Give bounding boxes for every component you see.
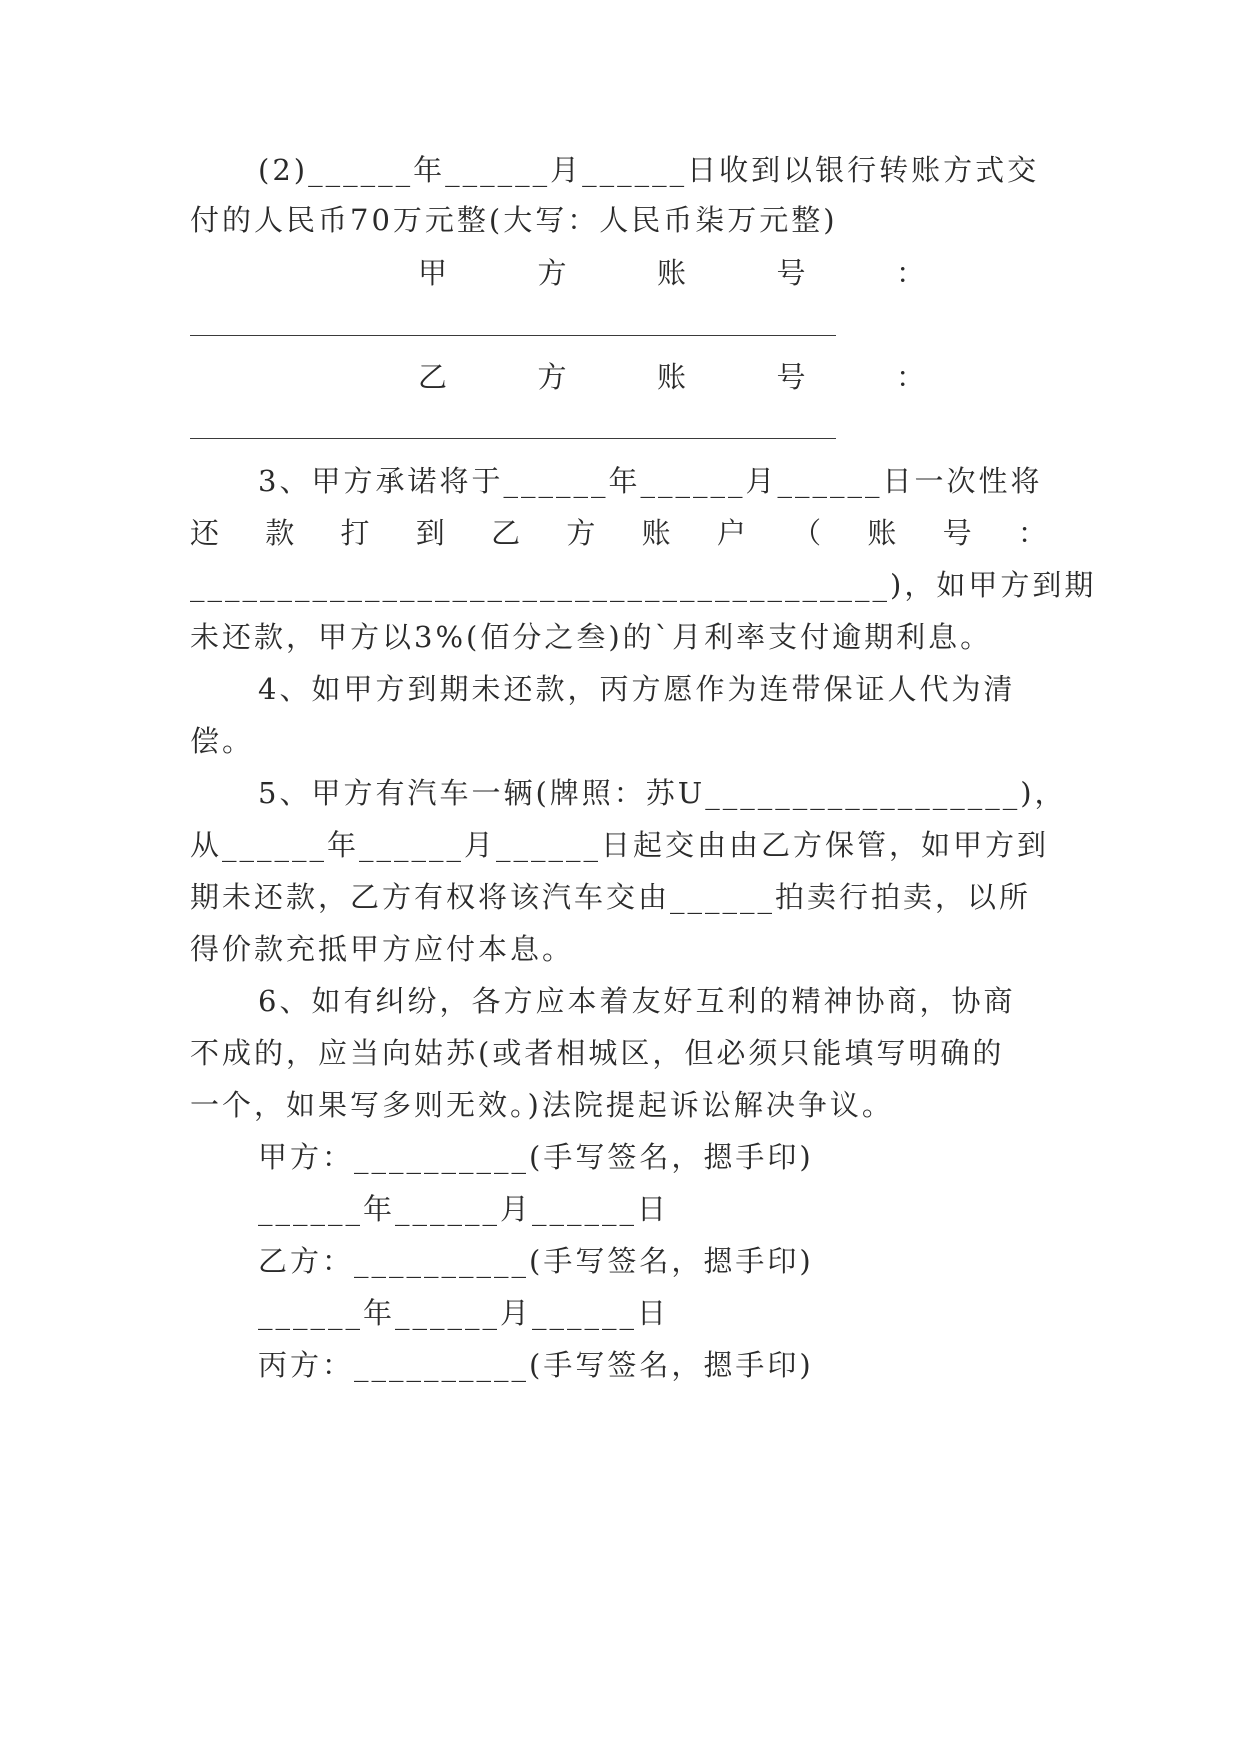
yi-account-label bbox=[418, 357, 928, 397]
clause-2-2-line-2: 付的人民币70万元整(大写：人民币柒万元整) bbox=[190, 203, 838, 237]
jia-account-blank-line bbox=[190, 335, 836, 336]
jia-account-char: 方 bbox=[537, 256, 570, 290]
repay-char: （ bbox=[792, 516, 825, 550]
clause-4-line-2: 偿。 bbox=[190, 724, 255, 758]
party-a-signature: 甲方：__________(手写签名，摁手印) bbox=[258, 1140, 814, 1174]
jia-account-char: 甲 bbox=[418, 256, 451, 290]
yi-account-char: 乙 bbox=[418, 360, 451, 394]
yi-account-char: 账 bbox=[656, 360, 689, 394]
clause-6-line-2: 不成的，应当向姑苏(或者相城区，但必须只能填写明确的 bbox=[190, 1036, 1005, 1070]
repay-char: ： bbox=[1017, 516, 1050, 550]
party-c-signature: 丙方：__________(手写签名，摁手印) bbox=[258, 1348, 814, 1382]
clause-3-line-3: ________________________________________)，如甲方到期 bbox=[190, 568, 1097, 602]
jia-account-label bbox=[418, 253, 928, 293]
repay-char: 还 bbox=[190, 516, 223, 550]
clause-6-line-3: 一个，如果写多则无效。)法院提起诉讼解决争议。 bbox=[190, 1088, 894, 1122]
repay-char: 打 bbox=[340, 516, 373, 550]
clause-4-line-1: 4、如甲方到期未还款，丙方愿作为连带保证人代为清 bbox=[258, 672, 1016, 706]
repay-char: 乙 bbox=[491, 516, 524, 550]
repay-char: 到 bbox=[415, 516, 448, 550]
yi-account-char: 方 bbox=[537, 360, 570, 394]
party-b-signature: 乙方：__________(手写签名，摁手印) bbox=[258, 1244, 814, 1278]
repay-char: 户 bbox=[716, 516, 749, 550]
repay-char: 账 bbox=[867, 516, 900, 550]
yi-account-blank-line bbox=[190, 438, 836, 439]
jia-account-char: 账 bbox=[656, 256, 689, 290]
clause-3-line-4: 未还款，甲方以3%(佰分之叁)的`月利率支付逾期利息。 bbox=[190, 620, 993, 654]
repay-char: 方 bbox=[566, 516, 599, 550]
repay-char: 账 bbox=[641, 516, 674, 550]
jia-account-char: 号 bbox=[776, 256, 809, 290]
clause-3-line-1: 3、甲方承诺将于______年______月______日一次性将 bbox=[258, 464, 1043, 498]
yi-account-char: ： bbox=[895, 360, 928, 394]
party-a-date: ______年______月______日 bbox=[258, 1192, 670, 1226]
clause-5-line-2: 从______年______月______日起交由由乙方保管，如甲方到 bbox=[190, 828, 1050, 862]
clause-6-line-1: 6、如有纠纷，各方应本着友好互利的精神协商，协商 bbox=[258, 984, 1016, 1018]
repay-char: 款 bbox=[265, 516, 298, 550]
clause-5-line-3: 期未还款，乙方有权将该汽车交由______拍卖行拍卖，以所 bbox=[190, 880, 1032, 914]
clause-3-line-2 bbox=[190, 513, 1050, 553]
party-b-date: ______年______月______日 bbox=[258, 1296, 670, 1330]
jia-account-char: ： bbox=[895, 256, 928, 290]
yi-account-char: 号 bbox=[776, 360, 809, 394]
repay-char: 号 bbox=[942, 516, 975, 550]
clause-2-2-line-1: (2)______年______月______日收到以银行转账方式交 bbox=[258, 153, 1040, 187]
clause-5-line-4: 得价款充抵甲方应付本息。 bbox=[190, 932, 575, 966]
clause-5-line-1: 5、甲方有汽车一辆(牌照：苏U__________________)， bbox=[258, 776, 1067, 810]
